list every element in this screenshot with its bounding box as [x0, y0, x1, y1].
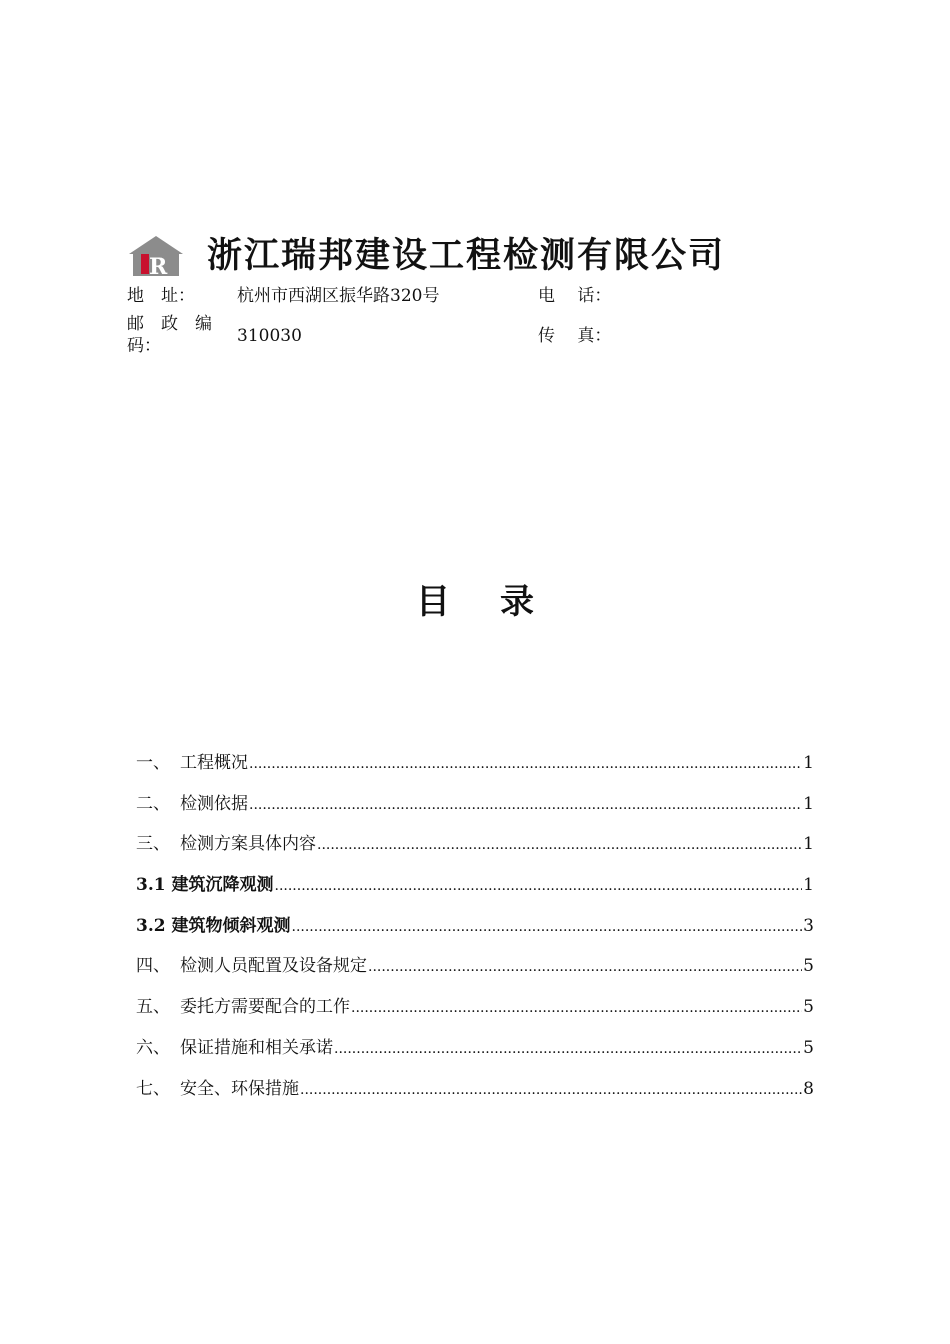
table-of-contents — [136, 748, 814, 1114]
address-label: 地 址： — [127, 286, 195, 306]
letterhead — [127, 232, 827, 282]
toc-title — [0, 574, 950, 623]
toc-entry[interactable] — [136, 951, 814, 992]
toc-leader-dots — [334, 1041, 802, 1057]
toc-entry-text: 委托方需要配合的工作 — [180, 997, 350, 1018]
postcode-value: 310030 — [237, 326, 302, 346]
toc-entry-number: 三、 — [136, 834, 170, 855]
toc-entry-page: 1 — [803, 753, 814, 773]
toc-entry-page: 5 — [803, 956, 814, 977]
company-logo-icon — [127, 234, 185, 278]
toc-entry-number: 一、 — [136, 753, 170, 773]
toc-entry-number: 四、 — [136, 956, 170, 977]
company-name: 浙江瑞邦建设工程检测有限公司 — [207, 236, 726, 276]
toc-entry-text: 工程概况 — [180, 753, 248, 773]
toc-leader-dots — [317, 837, 802, 853]
toc-entry-page: 5 — [803, 1037, 814, 1058]
toc-leader-dots — [292, 919, 803, 935]
toc-entry-number: 二、 — [136, 793, 170, 814]
toc-entry-page: 3 — [803, 915, 814, 936]
toc-entry[interactable] — [136, 748, 814, 789]
toc-entry-text: 保证措施和相关承诺 — [180, 1037, 333, 1058]
address-value: 杭州市西湖区振华路320号 — [237, 286, 440, 306]
toc-title-left: 目 — [416, 582, 450, 622]
toc-title-right: 录 — [500, 582, 534, 622]
toc-entry-text: 3.2 建筑物倾斜观测 — [136, 915, 291, 936]
toc-leader-dots — [275, 878, 803, 894]
toc-entry[interactable] — [136, 992, 814, 1033]
toc-leader-dots — [249, 797, 802, 813]
toc-entry-number: 六、 — [136, 1037, 170, 1058]
logo-letter: R — [149, 254, 168, 278]
postcode-label: 邮 政 编码： — [127, 314, 212, 356]
toc-entry-page: 1 — [803, 793, 814, 814]
toc-entry-text: 3.1 建筑沉降观测 — [136, 875, 274, 896]
toc-entry-page: 1 — [803, 875, 814, 896]
toc-entry-page: 8 — [803, 1078, 814, 1099]
toc-entry-text: 安全、环保措施 — [180, 1078, 299, 1099]
fax-label: 传 真： — [538, 326, 612, 346]
toc-entry-text: 检测依据 — [180, 793, 248, 814]
toc-entry-number: 七、 — [136, 1078, 170, 1099]
toc-entry[interactable] — [136, 789, 814, 830]
toc-leader-dots — [368, 959, 802, 975]
toc-entry[interactable] — [136, 911, 814, 952]
toc-entry[interactable] — [136, 1033, 814, 1074]
toc-entry-page: 1 — [803, 834, 814, 855]
toc-entry[interactable] — [136, 870, 814, 911]
toc-entry-text: 检测方案具体内容 — [180, 834, 316, 855]
toc-entry-number: 五、 — [136, 997, 170, 1018]
toc-entry[interactable] — [136, 1074, 814, 1115]
toc-leader-dots — [351, 1000, 802, 1016]
phone-label: 电 话： — [538, 286, 612, 306]
toc-leader-dots — [300, 1082, 802, 1098]
toc-entry[interactable] — [136, 829, 814, 870]
toc-entry-page: 5 — [803, 997, 814, 1018]
toc-leader-dots — [249, 756, 802, 772]
toc-entry-text: 检测人员配置及设备规定 — [180, 956, 367, 977]
